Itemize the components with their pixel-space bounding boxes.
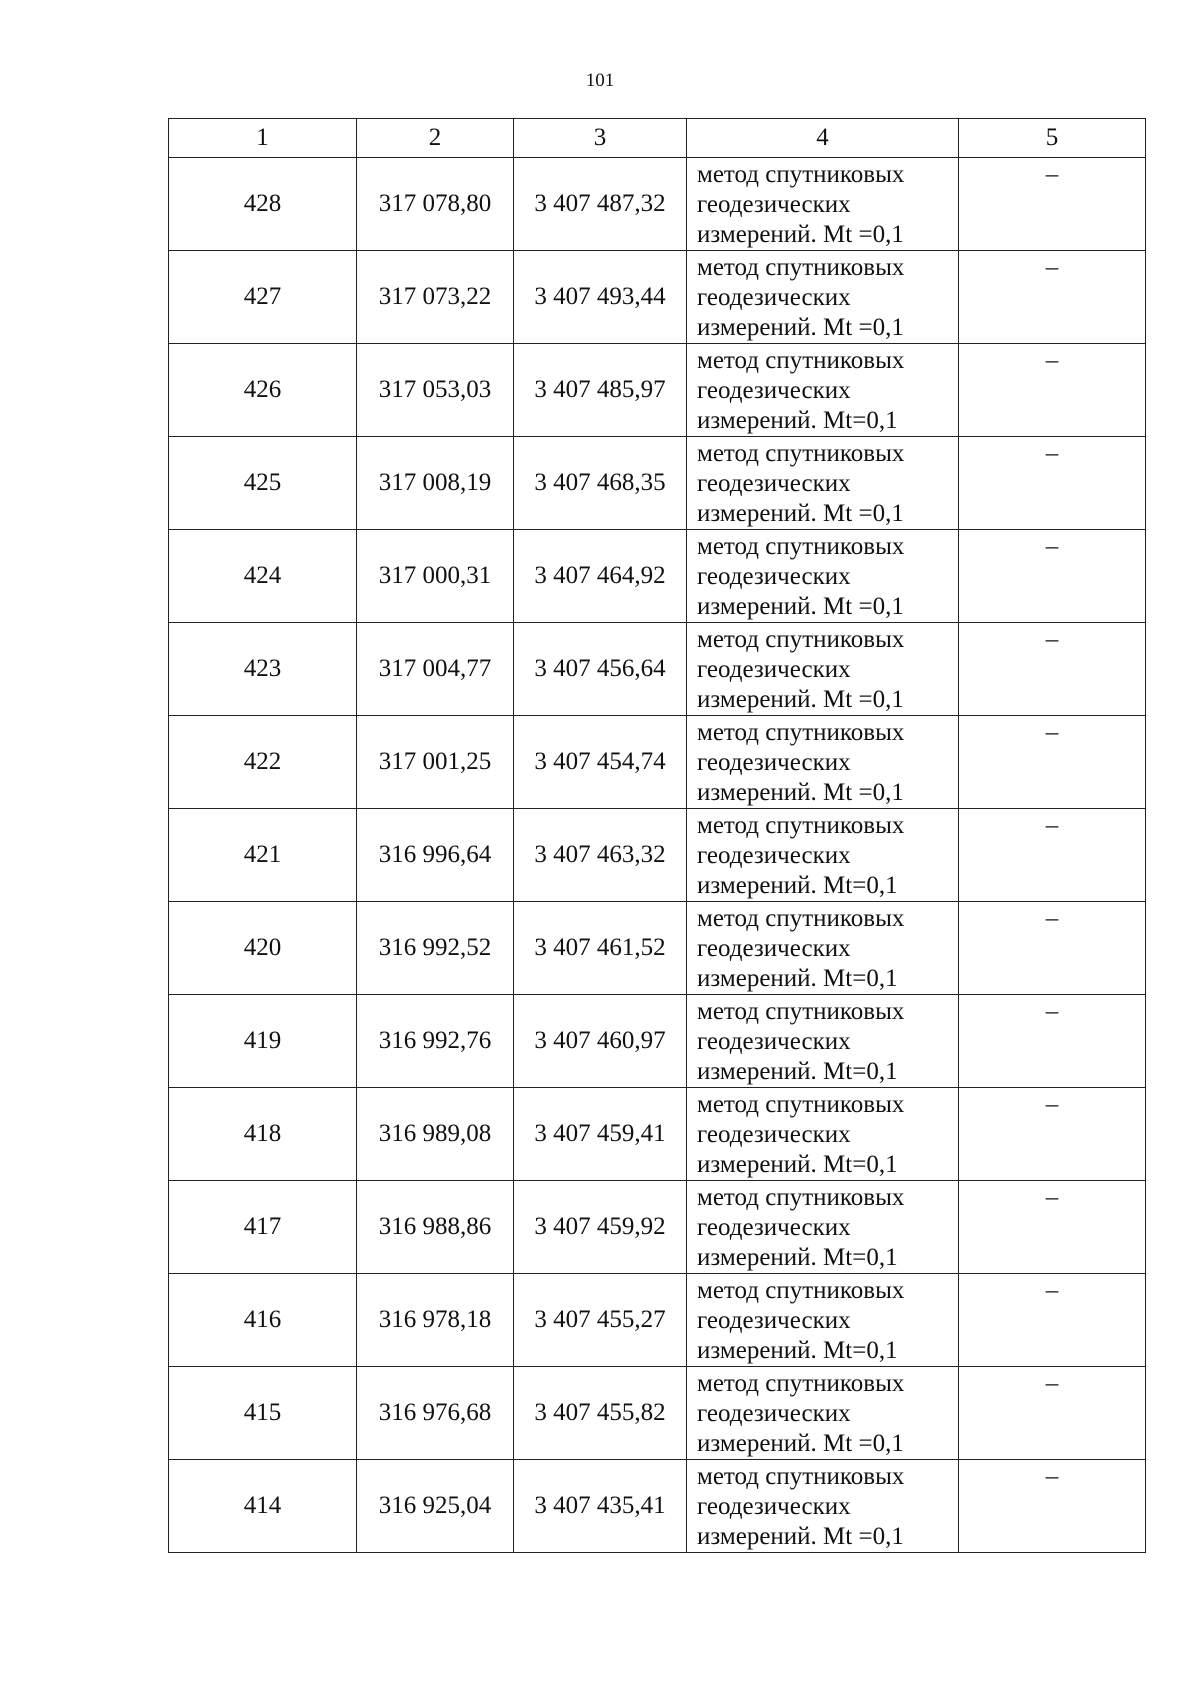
method-line-3: измерений. Mt =0,1 (697, 221, 904, 248)
coordinate-y: 3 407 460,97 (514, 995, 687, 1088)
point-number: 426 (169, 344, 357, 437)
note-cell: – (959, 716, 1146, 809)
method-line-2: геодезических (697, 656, 851, 683)
method-line-2: геодезических (697, 1400, 851, 1427)
method-description (687, 809, 959, 902)
method-line-3: измерений. Mt=0,1 (697, 1151, 898, 1178)
table-row (169, 623, 1146, 716)
coordinate-y: 3 407 459,92 (514, 1181, 687, 1274)
method-line-3: измерений. Mt=0,1 (697, 407, 898, 434)
method-line-2: геодезических (697, 1307, 851, 1334)
method-description (687, 1181, 959, 1274)
point-number: 421 (169, 809, 357, 902)
method-description (687, 158, 959, 251)
coordinate-x: 317 001,25 (357, 716, 514, 809)
coordinate-y: 3 407 463,32 (514, 809, 687, 902)
method-description (687, 1367, 959, 1460)
method-line-3: измерений. Mt =0,1 (697, 500, 904, 527)
method-line-2: геодезических (697, 377, 851, 404)
coordinate-y: 3 407 464,92 (514, 530, 687, 623)
method-description (687, 251, 959, 344)
method-line-2: геодезических (697, 935, 851, 962)
table-row (169, 437, 1146, 530)
method-description (687, 1088, 959, 1181)
coordinate-y: 3 407 455,27 (514, 1274, 687, 1367)
header-col-2: 2 (357, 119, 514, 158)
method-line-1: метод спутниковых (697, 626, 905, 653)
coordinate-y: 3 407 459,41 (514, 1088, 687, 1181)
coordinate-y: 3 407 461,52 (514, 902, 687, 995)
note-cell: – (959, 902, 1146, 995)
point-number: 424 (169, 530, 357, 623)
coordinates-table (168, 118, 1146, 1553)
coordinate-y: 3 407 455,82 (514, 1367, 687, 1460)
point-number: 423 (169, 623, 357, 716)
method-description (687, 1274, 959, 1367)
table-row (169, 530, 1146, 623)
coordinate-x: 316 988,86 (357, 1181, 514, 1274)
point-number: 420 (169, 902, 357, 995)
method-description (687, 344, 959, 437)
point-number: 428 (169, 158, 357, 251)
method-line-2: геодезических (697, 749, 851, 776)
method-line-2: геодезических (697, 191, 851, 218)
coordinate-x: 316 925,04 (357, 1460, 514, 1553)
coordinate-x: 317 078,80 (357, 158, 514, 251)
point-number: 422 (169, 716, 357, 809)
coordinate-x: 317 053,03 (357, 344, 514, 437)
note-cell: – (959, 995, 1146, 1088)
note-cell: – (959, 1367, 1146, 1460)
header-row (169, 119, 1146, 158)
method-line-3: измерений. Mt =0,1 (697, 686, 904, 713)
method-line-2: геодезических (697, 1493, 851, 1520)
method-line-1: метод спутниковых (697, 161, 905, 188)
coordinate-x: 316 996,64 (357, 809, 514, 902)
method-line-1: метод спутниковых (697, 719, 905, 746)
method-description (687, 716, 959, 809)
coordinate-x: 316 978,18 (357, 1274, 514, 1367)
point-number: 425 (169, 437, 357, 530)
note-cell: – (959, 437, 1146, 530)
table-row (169, 251, 1146, 344)
table-row (169, 902, 1146, 995)
method-line-2: геодезических (697, 563, 851, 590)
table-row (169, 809, 1146, 902)
point-number: 427 (169, 251, 357, 344)
point-number: 416 (169, 1274, 357, 1367)
table-row (169, 1367, 1146, 1460)
note-cell: – (959, 344, 1146, 437)
method-line-1: метод спутниковых (697, 905, 905, 932)
table-row (169, 344, 1146, 437)
point-number: 417 (169, 1181, 357, 1274)
method-line-1: метод спутниковых (697, 533, 905, 560)
table-row (169, 1088, 1146, 1181)
method-line-1: метод спутниковых (697, 1370, 905, 1397)
point-number: 415 (169, 1367, 357, 1460)
method-line-1: метод спутниковых (697, 998, 905, 1025)
note-cell: – (959, 158, 1146, 251)
method-line-3: измерений. Mt=0,1 (697, 872, 898, 899)
method-line-1: метод спутниковых (697, 1091, 905, 1118)
method-line-1: метод спутниковых (697, 1463, 905, 1490)
table-row (169, 1274, 1146, 1367)
method-line-2: геодезических (697, 284, 851, 311)
method-line-3: измерений. Mt=0,1 (697, 1058, 898, 1085)
method-line-2: геодезических (697, 1028, 851, 1055)
method-line-1: метод спутниковых (697, 1184, 905, 1211)
note-cell: – (959, 623, 1146, 716)
note-cell: – (959, 530, 1146, 623)
method-line-3: измерений. Mt=0,1 (697, 1244, 898, 1271)
coordinate-x: 316 976,68 (357, 1367, 514, 1460)
coordinate-x: 316 992,52 (357, 902, 514, 995)
coordinate-x: 317 004,77 (357, 623, 514, 716)
coordinate-y: 3 407 456,64 (514, 623, 687, 716)
method-description (687, 1460, 959, 1553)
point-number: 418 (169, 1088, 357, 1181)
note-cell: – (959, 1460, 1146, 1553)
point-number: 419 (169, 995, 357, 1088)
method-line-1: метод спутниковых (697, 812, 905, 839)
method-line-1: метод спутниковых (697, 347, 905, 374)
table-body (169, 158, 1146, 1553)
method-description (687, 902, 959, 995)
point-number: 414 (169, 1460, 357, 1553)
method-description (687, 623, 959, 716)
table-header (169, 119, 1146, 158)
method-line-3: измерений. Mt =0,1 (697, 779, 904, 806)
coordinate-x: 317 000,31 (357, 530, 514, 623)
method-line-1: метод спутниковых (697, 440, 905, 467)
coordinate-y: 3 407 493,44 (514, 251, 687, 344)
coordinate-y: 3 407 454,74 (514, 716, 687, 809)
coordinate-y: 3 407 485,97 (514, 344, 687, 437)
coordinate-x: 316 992,76 (357, 995, 514, 1088)
header-col-5: 5 (959, 119, 1146, 158)
page-number: 101 (585, 70, 615, 91)
header-col-1: 1 (169, 119, 357, 158)
note-cell: – (959, 809, 1146, 902)
method-line-2: геодезических (697, 842, 851, 869)
coordinate-y: 3 407 435,41 (514, 1460, 687, 1553)
method-line-2: геодезических (697, 1121, 851, 1148)
method-line-2: геодезических (697, 1214, 851, 1241)
coordinate-y: 3 407 487,32 (514, 158, 687, 251)
coordinate-y: 3 407 468,35 (514, 437, 687, 530)
coordinate-x: 316 989,08 (357, 1088, 514, 1181)
method-line-1: метод спутниковых (697, 1277, 905, 1304)
coordinate-x: 317 073,22 (357, 251, 514, 344)
table-row (169, 158, 1146, 251)
method-line-3: измерений. Mt =0,1 (697, 1523, 904, 1550)
table-row (169, 716, 1146, 809)
method-description (687, 437, 959, 530)
method-line-2: геодезических (697, 470, 851, 497)
table-row (169, 1181, 1146, 1274)
method-line-3: измерений. Mt=0,1 (697, 965, 898, 992)
method-line-3: измерений. Mt =0,1 (697, 314, 904, 341)
coordinate-x: 317 008,19 (357, 437, 514, 530)
note-cell: – (959, 1088, 1146, 1181)
method-description (687, 530, 959, 623)
method-description (687, 995, 959, 1088)
note-cell: – (959, 1181, 1146, 1274)
method-line-3: измерений. Mt =0,1 (697, 593, 904, 620)
method-line-1: метод спутниковых (697, 254, 905, 281)
header-col-4: 4 (687, 119, 959, 158)
method-line-3: измерений. Mt =0,1 (697, 1430, 904, 1457)
method-line-3: измерений. Mt=0,1 (697, 1337, 898, 1364)
note-cell: – (959, 1274, 1146, 1367)
table-row (169, 1460, 1146, 1553)
header-col-3: 3 (514, 119, 687, 158)
note-cell: – (959, 251, 1146, 344)
table-row (169, 995, 1146, 1088)
